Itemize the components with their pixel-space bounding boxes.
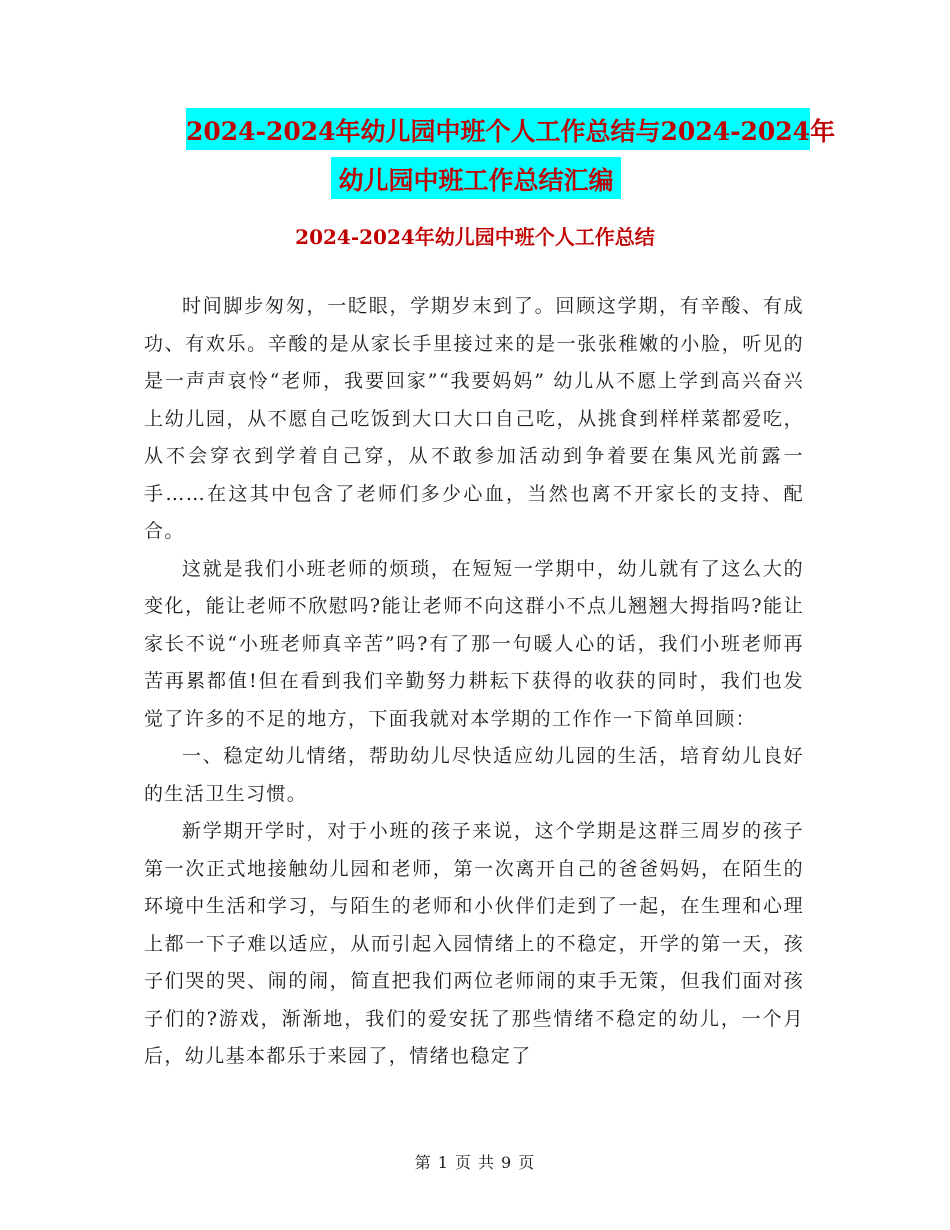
footer-prefix: 第 <box>414 1153 432 1172</box>
footer-middle: 页 共 <box>454 1153 496 1172</box>
section-title: 2024-2024年幼儿园中班个人工作总结 <box>295 225 655 249</box>
document-title-line-1: 2024-2024年幼儿园中班个人工作总结与2024-2024年 <box>186 108 810 150</box>
document-title-line-2: 幼儿园中班工作总结汇编 <box>331 157 621 199</box>
footer-suffix: 页 <box>518 1153 536 1172</box>
paragraph: 这就是我们小班老师的烦琐，在短短一学期中，幼儿就有了这么大的变化，能让老师不欣慰吗?能让老师不向这群小不点儿翘翘大拇指吗?能让家长不说“小班老师真辛苦”吗?有了那一句暖人心的话，我们小班老师再苦再累都值!但在看到我们辛勤努力耕耘下获得的收获的同时，我们也发觉了许多的不足的地方，下面我就对本学期的工作作一下简单回顾： <box>144 557 804 730</box>
paragraph: 新学期开学时，对于小班的孩子来说，这个学期是这群三周岁的孩子第一次正式地接触幼儿园和老师，第一次离开自己的爸爸妈妈，在陌生的环境中生活和学习，与陌生的老师和小伙伴们走到了一起，在生理和心理上都一下子难以适应，从而引起入园情绪上的不稳定，开学的第一天，孩子们哭的哭、闹的闹，简直把我们两位老师闹的束手无策，但我们面对孩子们的?游戏，渐渐地，我们的爱安抚了那些情绪不稳定的幼儿，一个月后，幼儿基本都乐于来园了，情绪也稳定了 <box>144 820 804 1067</box>
page-footer <box>0 1150 950 1173</box>
paragraph: 一、稳定幼儿情绪，帮助幼儿尽快适应幼儿园的生活，培育幼儿良好的生活卫生习惯。 <box>144 745 804 805</box>
document-body <box>144 288 804 1076</box>
paragraph: 时间脚步匆匆，一眨眼，学期岁末到了。回顾这学期，有辛酸、有成功、有欢乐。辛酸的是从家长手里接过来的是一张张稚嫩的小脸，听见的是一声声哀怜“老师，我要回家”“我要妈妈” 幼儿从不愿上学到高兴奋兴上幼儿园，从不愿自己吃饭到大口大口自己吃，从挑食到样样菜都爱吃，从不会穿衣到学着自己穿，从不敢参加活动到争着要在集风光前露一手……在这其中包含了老师们多少心血，当然也离不开家长的支持、配合。 <box>144 295 804 542</box>
footer-page-number: 1 <box>437 1153 449 1172</box>
footer-total-pages: 9 <box>501 1153 513 1172</box>
